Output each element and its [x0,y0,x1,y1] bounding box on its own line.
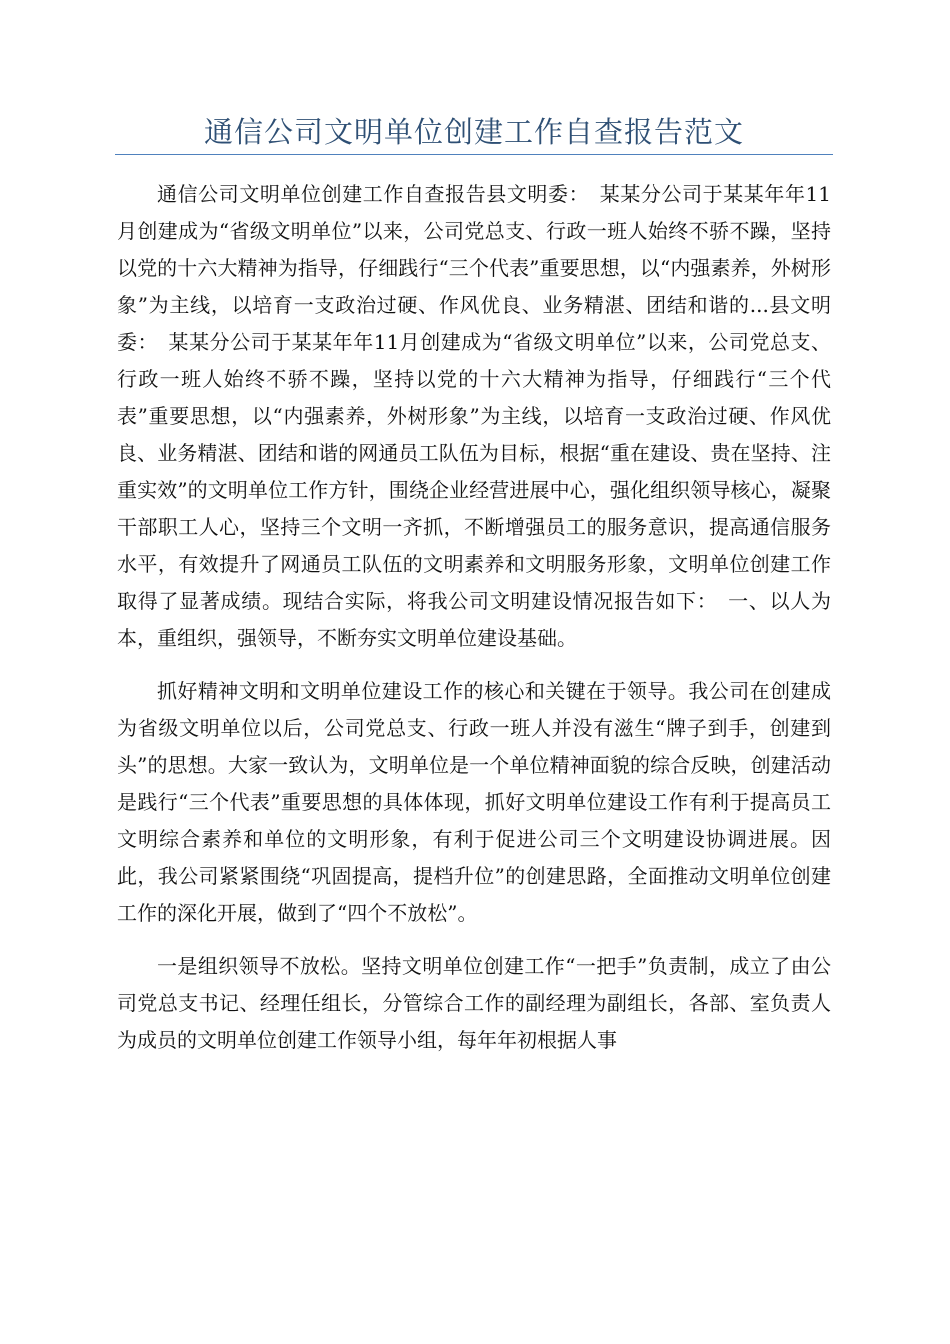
document-title: 通信公司文明单位创建工作自查报告范文 [203,115,744,149]
paragraph-3: 一是组织领导不放松。坚持文明单位创建工作“一把手”负责制，成立了由公司党总支书记、经理任组长，分管综合工作的副经理为副组长，各部、室负责人为成员的文明单位创建工作领导小组，每年年初根据人事 [117,954,831,1052]
title-underline [115,154,833,155]
paragraph-2: 抓好精神文明和文明单位建设工作的核心和关键在于领导。我公司在创建成为省级文明单位以后，公司党总支、行政一班人并没有滋生“牌子到手，创建到头”的思想。大家一致认为，文明单位是一个单位精神面貌的综合反映，创建活动是践行“三个代表”重要思想的具体体现，抓好文明单位建设工作有利于提高员工文明综合素养和单位的文明形象，有利于促进公司三个文明建设协调进展。因此，我公司紧紧围绕“巩固提高，提档升位”的创建思路，全面推动文明单位创建工作的深化开展，做到了“四个不放松”。 [117,679,831,925]
document-body [117,176,831,1075]
paragraph-1: 通信公司文明单位创建工作自查报告县文明委： 某某分公司于某某年年11月创建成为“省级文明单位”以来，公司党总支、行政一班人始终不骄不躁，坚持以党的十六大精神为指导，仔细践行“三个代表”重要思想，以“内强素养，外树形象”为主线，以培育一支政治过硬、作风优良、业务精湛、团结和谐的...县文明委： 某某分公司于某某年年11月创建成为“省级文明单位”以来，公司党总支、行政一班人始终不骄不躁，坚持以党的十六大精神为指导，仔细践行“三个代表”重要思想，以“内强素养，外树形象”为主线，以培育一支政治过硬、作风优良、业务精湛、团结和谐的网通员工队伍为目标，根据“重在建设、贵在坚持、注重实效”的文明单位工作方针，围绕企业经营进展中心，强化组织领导核心，凝聚干部职工人心，坚持三个文明一齐抓，不断增强员工的服务意识，提高通信服务水平，有效提升了网通员工队伍的文明素养和文明服务形象，文明单位创建工作取得了显著成绩。现结合实际，将我公司文明建设情况报告如下： 一、以人为本，重组织，强领导，不断夯实文明单位建设基础。 [117,182,831,650]
